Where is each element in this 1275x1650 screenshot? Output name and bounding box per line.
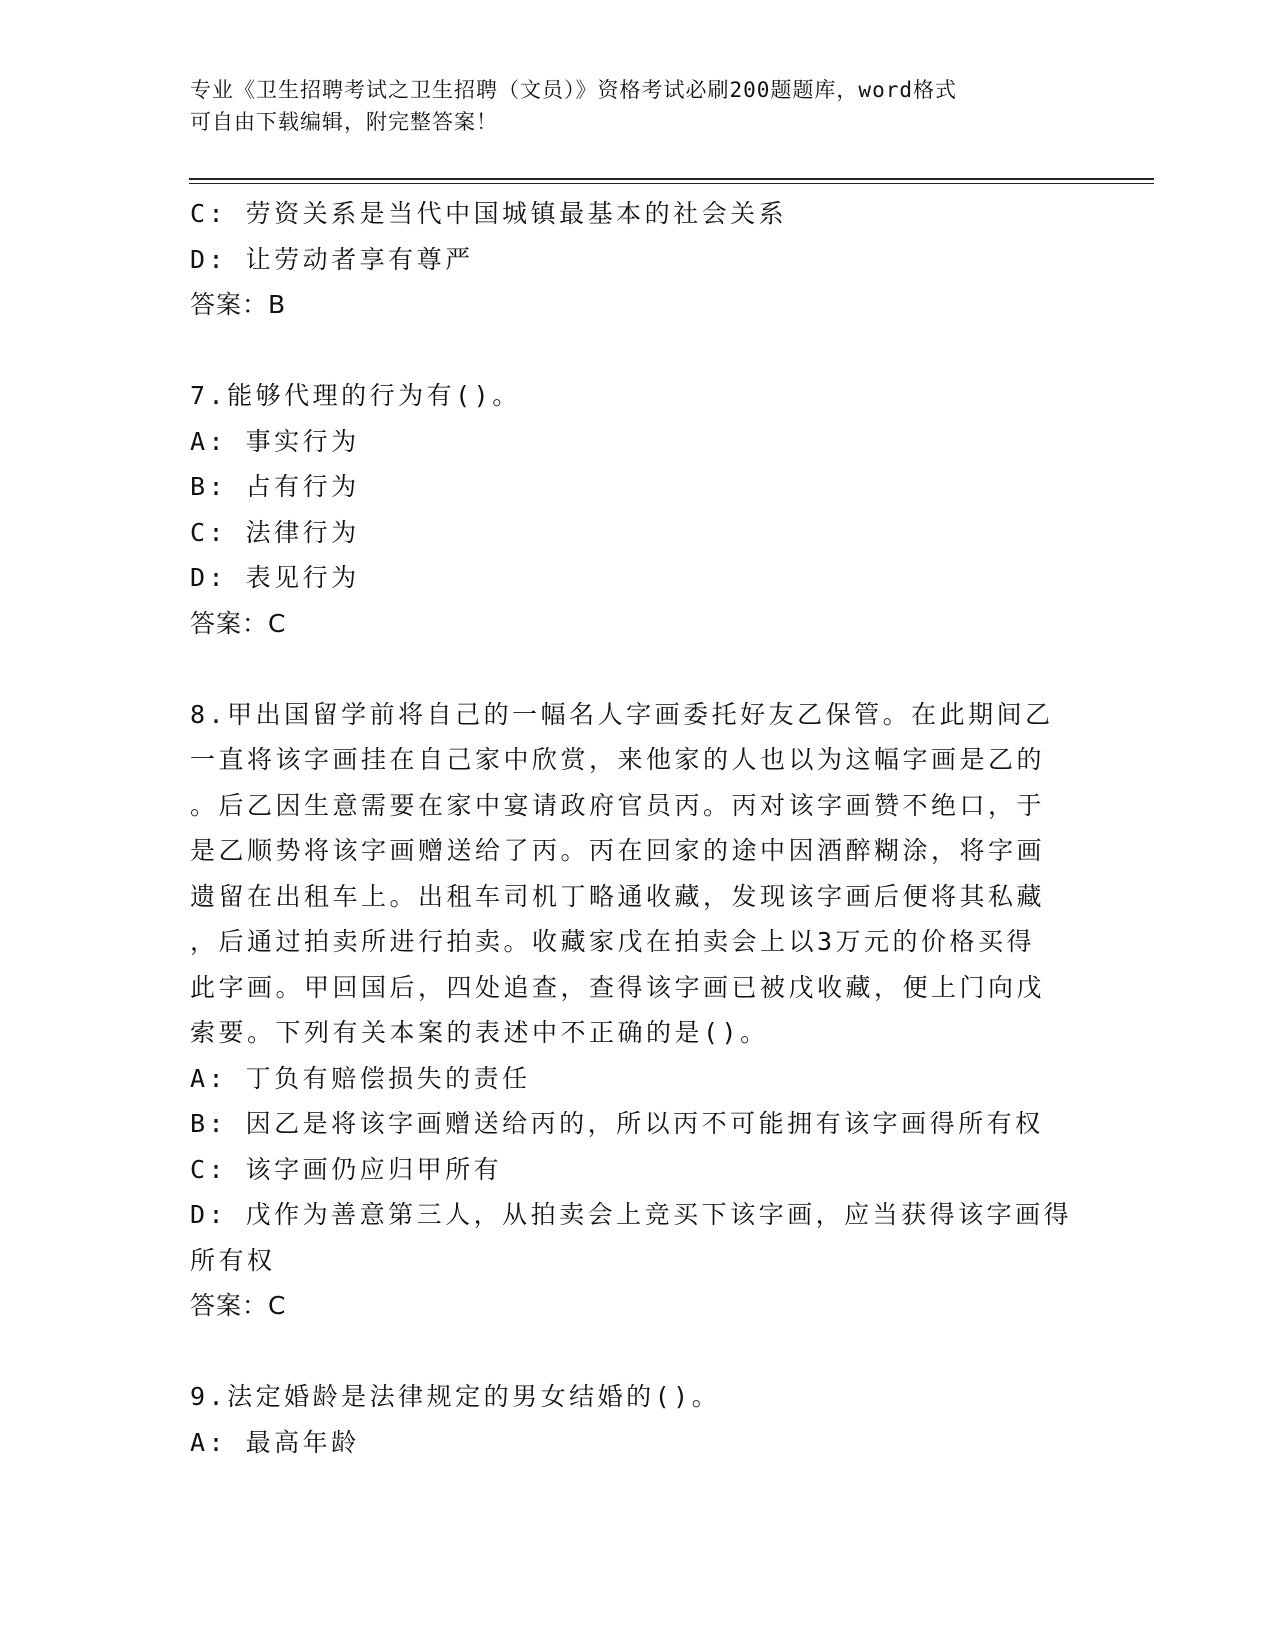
q8-stem-line: 是乙顺势将该字画赠送给了丙。丙在回家的途中因酒醉糊涂，将字画	[190, 836, 1046, 865]
q7-answer: 答案：C	[190, 608, 287, 638]
q6-answer: 答案：B	[190, 290, 287, 319]
header-line-1: 专业《卫生招聘考试之卫生招聘（文员）》资格考试必刷200题题库，word格式	[190, 78, 957, 102]
q8-stem-line: 8.甲出国留学前将自己的一幅名人字画委托好友乙保管。在此期间乙	[190, 699, 1054, 729]
q7-stem: 7.能够代理的行为有()。	[190, 381, 521, 410]
spacer	[190, 646, 1090, 692]
q8-stem-line: ，后通过拍卖所进行拍卖。收藏家戊在拍卖会上以3万元的价格买得	[190, 927, 1036, 956]
q8-option-b: B: 因乙是将该字画赠送给丙的，所以丙不可能拥有该字画得所有权	[190, 1109, 1044, 1138]
q8-stem-line: 此字画。甲回国后，四处追查，查得该字画已被戊收藏，便上门向戊	[190, 972, 1046, 1002]
document-header	[190, 74, 1070, 138]
q8-stem-line: 。后乙因生意需要在家中宴请政府官员丙。丙对该字画赞不绝口，于	[190, 790, 1046, 820]
q7-option-d: D: 表见行为	[190, 563, 360, 592]
q9-option-a: A: 最高年龄	[190, 1427, 360, 1457]
q8-answer: 答案：C	[190, 1291, 287, 1320]
spacer	[190, 328, 1090, 374]
q8-option-c: C: 该字画仍应归甲所有	[190, 1154, 503, 1184]
q8-option-a: A: 丁负有赔偿损失的责任	[190, 1063, 531, 1093]
spacer	[190, 1329, 1090, 1375]
q6-option-d: D: 让劳动者享有尊严	[190, 244, 474, 274]
q7-option-a: A: 事实行为	[190, 426, 360, 456]
header-line-2: 可自由下载编辑，附完整答案！	[190, 110, 498, 134]
q7-option-c: C: 法律行为	[190, 517, 360, 547]
q6-option-c: C: 劳资关系是当代中国城镇最基本的社会关系	[190, 199, 788, 228]
q7-option-b: B: 占有行为	[190, 472, 360, 501]
q8-stem-line: 一直将该字画挂在自己家中欣赏，来他家的人也以为这幅字画是乙的	[190, 745, 1046, 774]
header-divider-thin	[189, 183, 1154, 184]
q9-stem: 9.法定婚龄是法律规定的男女结婚的()。	[190, 1382, 721, 1411]
q8-stem-line: 遗留在出租车上。出租车司机丁略通收藏，发现该字画后便将其私藏	[190, 881, 1046, 911]
q8-option-d: D: 戊作为善意第三人，从拍卖会上竞买下该字画，应当获得该字画得	[190, 1200, 1073, 1229]
header-divider-thick	[189, 178, 1154, 180]
document-body	[190, 191, 1090, 1465]
q8-option-d-continued: 所有权	[190, 1245, 276, 1275]
q8-stem-line: 索要。下列有关本案的表述中不正确的是()。	[190, 1018, 769, 1047]
